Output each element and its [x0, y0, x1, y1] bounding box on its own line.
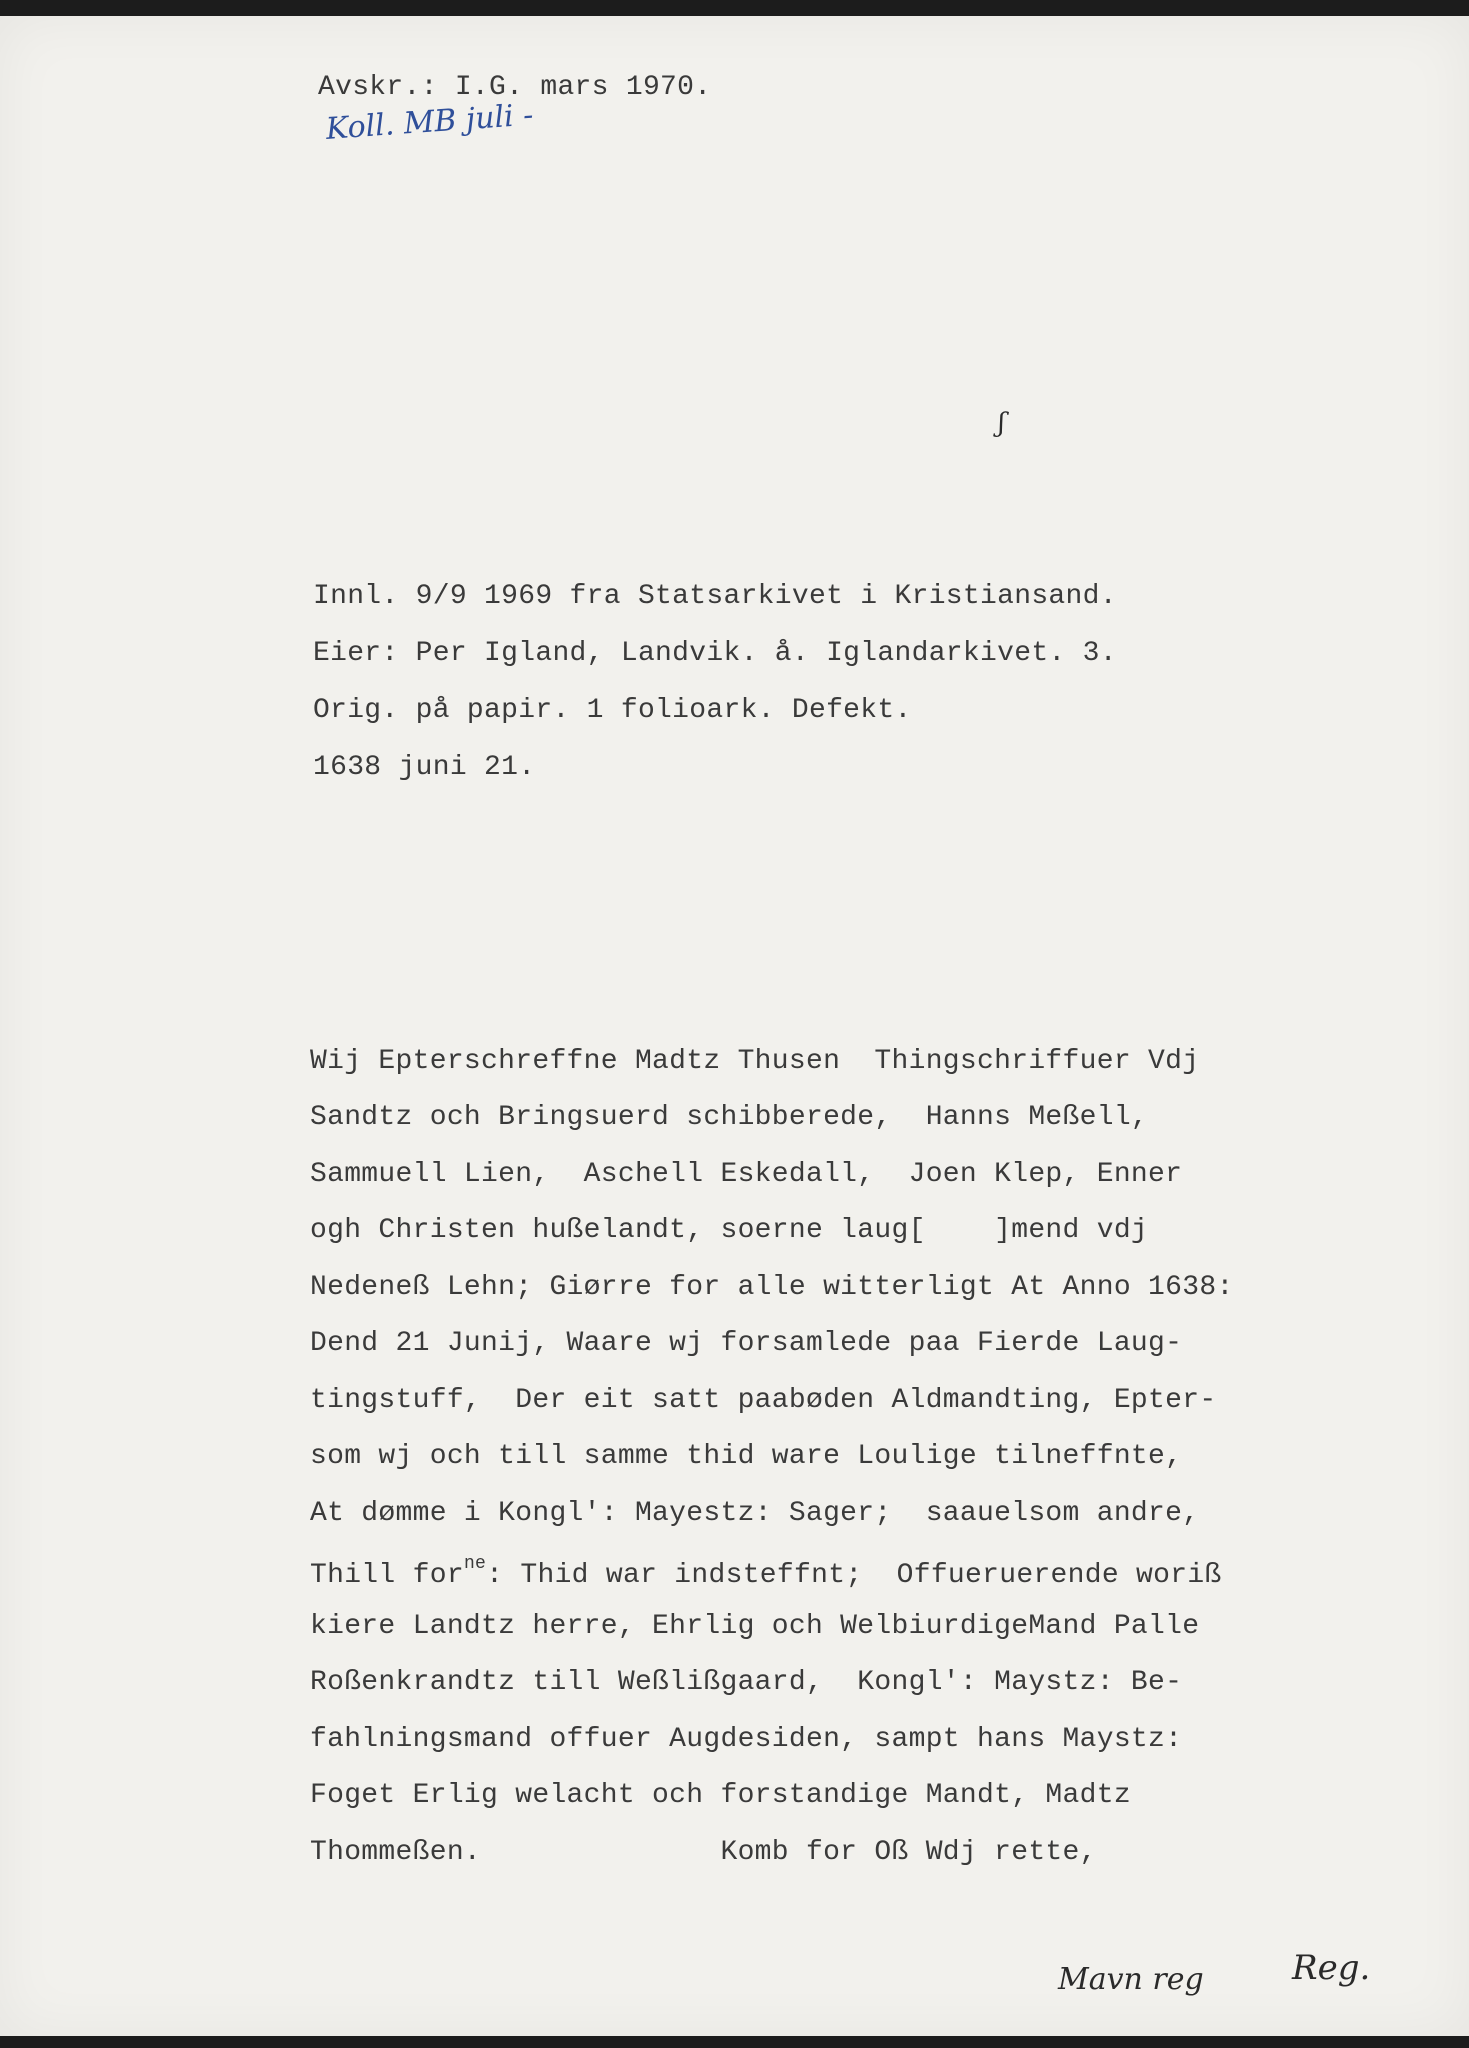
body-line: Sandtz och Bringsuerd schibberede, Hanns Meßell,	[310, 1102, 1149, 1133]
metadata-line: Orig. på papir. 1 folioark. Defekt.	[313, 695, 912, 726]
handwritten-register-note: Mavn reg	[1058, 1962, 1204, 1997]
body-line: Nedeneß Lehn; Giørre for alle witterligt At Anno 1638:	[310, 1272, 1234, 1303]
handwritten-reg-mark: Reg.	[1292, 1948, 1371, 1988]
body-line: Sammuell Lien, Aschell Eskedall, Joen Klep, Enner	[310, 1159, 1183, 1190]
transcription-credit: Avskr.: I.G. mars 1970.	[318, 72, 712, 103]
body-line: Dend 21 Junij, Waare wj forsamlede paa Fierde Laug-	[310, 1328, 1183, 1359]
body-line: Wij Epterschreffne Madtz Thusen Thingschriffuer Vdj	[310, 1046, 1200, 1077]
handwritten-check-note: Koll. MB juli -	[324, 97, 535, 147]
body-line: fahlningsmand offuer Augdesiden, sampt hans Maystz:	[310, 1724, 1183, 1755]
body-line: tingstuff, Der eit satt paabøden Aldmandting, Epter-	[310, 1385, 1217, 1416]
superscript: ne	[463, 1554, 487, 1574]
metadata-line: Innl. 9/9 1969 fra Statsarkivet i Kristiansand.	[313, 581, 1117, 612]
document-page	[0, 16, 1469, 2036]
body-line-start: Thill for	[310, 1560, 464, 1591]
body-line: Thommeßen. Komb for Oß Wdj rette,	[310, 1837, 1097, 1868]
body-line-rest: : Thid war indsteffnt; Offueruerende worіß	[486, 1560, 1222, 1591]
metadata-line: Eier: Per Igland, Landvik. å. Iglandarkivet. 3.	[313, 638, 1117, 669]
body-line	[310, 1554, 1222, 1591]
body-line: ogh Christen hußelandt, soerne laug[ ]mend vdj	[310, 1215, 1149, 1246]
stray-mark: ʃ	[998, 408, 1006, 438]
body-line: Roßenkrandtz till Weßlißgaard, Kongl': Maystz: Be-	[310, 1667, 1183, 1698]
body-line: kiere Landtz herre, Ehrlig och WelbiurdigeMand Palle	[310, 1611, 1200, 1642]
body-line: At dømme i Kongl': Mayestz: Sager; saauelsom andre,	[310, 1498, 1200, 1529]
body-line: Foget Erlig welacht och forstandige Mandt, Madtz	[310, 1780, 1131, 1811]
metadata-line: 1638 juni 21.	[313, 752, 536, 783]
body-line: som wj och till samme thid ware Loulige tilneffnte,	[310, 1441, 1183, 1472]
